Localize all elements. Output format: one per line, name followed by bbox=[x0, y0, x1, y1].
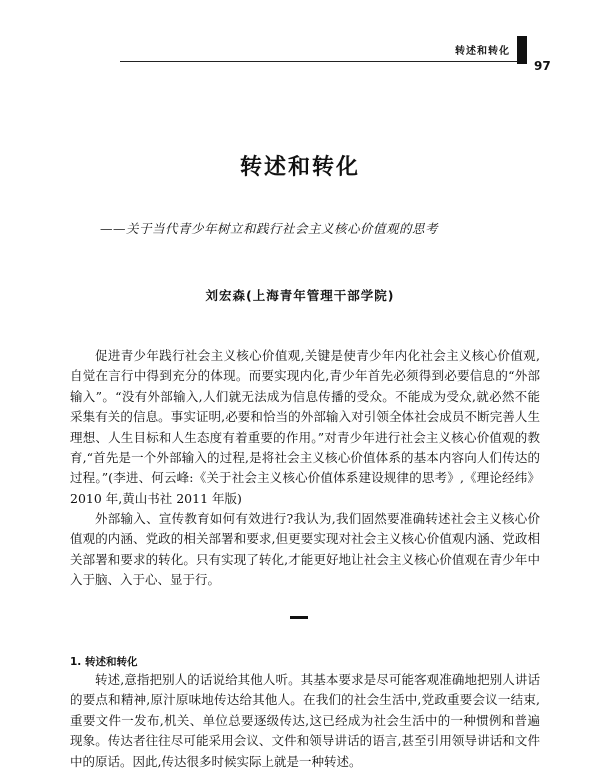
paragraph-text: 促进青少年践行社会主义核心价值观,关键是使青少年内化社会主义核心价值观,自觉在言行中得到充分的体现。而要实现内化,青少年首先必须得到必要信息的“外部输入”。“没有外部输入,人们就无法成为信息传播的受众。不能成为受众,就必然不能采集有关的信息。事实证明,必要和恰当的外部输入对引领全体社会成员不断完善人生理想、人生目标和人生态度有着重要的作用。”对青少年进行社会主义核心价值观的教育,“首先是一个外部输入的过程,是将社会主义核心价值体系的基本内容向人们传达的过程。”(李进、何云峰:《关于社会主义核心价值体系建设规律的思考》,《理论经纬》2010 年,黄山书社 2011 年版) bbox=[70, 348, 540, 506]
section-number-mark bbox=[290, 616, 308, 619]
article-author: 刘宏森(上海青年管理干部学院) bbox=[205, 288, 395, 303]
header-bar bbox=[517, 36, 527, 64]
body-paragraph-3 bbox=[70, 670, 540, 772]
page-number: 97 bbox=[534, 59, 551, 73]
paragraph-text: 转述,意指把别人的话说给其他人听。其基本要求是尽可能客观准确地把别人讲话的要点和精神,原汁原味地传达给其他人。在我们的社会生活中,党政重要会议一结束,重要文件一发布,机关、单位总要逐级传达,这已经成为社会生活中的一种惯例和普遍现象。传达者往往尽可能采用会议、文件和领导讲话的语言,甚至引用领导讲话和文件中的原话。因此,传达很多时候实际上就是一种转述。 bbox=[70, 672, 540, 769]
paragraph-text: 外部输入、宣传教育如何有效进行?我认为,我们固然要准确转述社会主义核心价值观的内涵、党政的相关部署和要求,但更要实现对社会主义核心价值观内涵、党政相关部署和要求的转化。只有实现了转化,才能更好地让社会主义核心价值观在青少年中入于脑、入于心、显于行。 bbox=[70, 511, 540, 588]
article-subtitle: ——关于当代青少年树立和践行社会主义核心价值观的思考 bbox=[100, 221, 439, 236]
article-title: 转述和转化 bbox=[239, 155, 360, 180]
body-paragraph-2 bbox=[70, 509, 540, 591]
running-head: 转述和转化 bbox=[455, 46, 510, 57]
header-rule bbox=[120, 61, 518, 62]
body-paragraph-1 bbox=[70, 346, 540, 509]
section-heading: 1. 转述和转化 bbox=[70, 656, 138, 668]
